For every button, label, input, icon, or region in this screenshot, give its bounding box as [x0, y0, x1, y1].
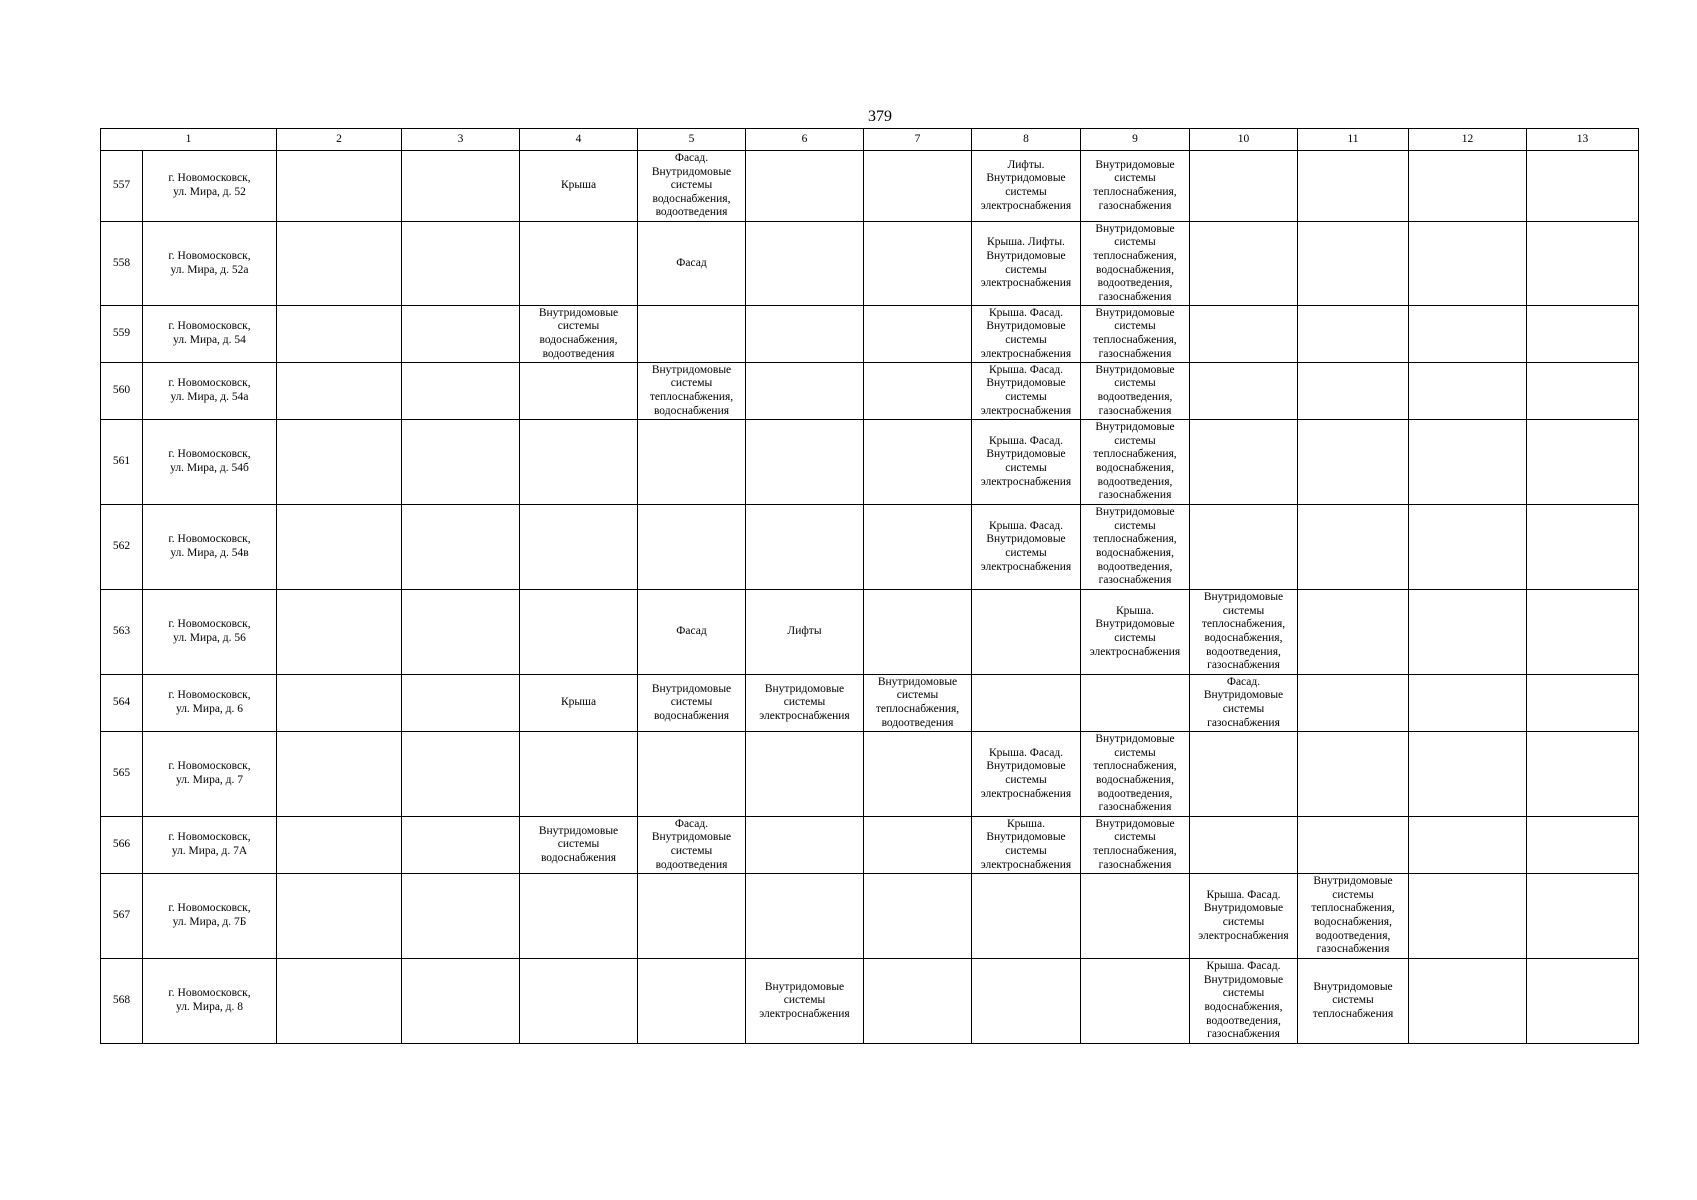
work-cell-col-2 — [277, 959, 402, 1044]
work-cell-col-10: Крыша. Фасад. Внутридомовые системы водоснабжения, водоотведения, газоснабжения — [1190, 959, 1298, 1044]
work-cell-col-6: Внутридомовые системы электроснабжения — [746, 675, 864, 732]
work-cell-col-8: Крыша. Внутридомовые системы электроснабжения — [972, 817, 1081, 874]
work-cell-col-12 — [1409, 590, 1527, 675]
address-line: ул. Мира, д. 54б — [170, 462, 249, 474]
work-cell-col-3 — [402, 874, 520, 959]
work-cell-col-4: Крыша — [520, 151, 638, 222]
address-line: г. Новомосковск, — [168, 448, 251, 461]
work-cell-col-7 — [864, 363, 972, 420]
work-cell-col-13 — [1527, 420, 1639, 505]
work-cell-col-11 — [1298, 363, 1409, 420]
work-cell-col-7 — [864, 959, 972, 1044]
work-cell-col-4 — [520, 505, 638, 590]
address-cell — [143, 505, 277, 590]
work-cell-col-10: Фасад. Внутридомовые системы газоснабжения — [1190, 675, 1298, 732]
column-header: 2 — [277, 129, 402, 151]
column-header: 10 — [1190, 129, 1298, 151]
row-number: 561 — [101, 420, 143, 505]
work-cell-col-3 — [402, 222, 520, 306]
table-row — [101, 590, 1639, 675]
work-cell-col-4: Внутридомовые системы водоснабжения, водоотведения — [520, 306, 638, 363]
work-cell-col-4: Внутридомовые системы водоснабжения — [520, 817, 638, 874]
work-cell-col-5 — [638, 505, 746, 590]
work-cell-col-11 — [1298, 505, 1409, 590]
column-header: 13 — [1527, 129, 1639, 151]
work-cell-col-6 — [746, 306, 864, 363]
work-cell-col-12 — [1409, 222, 1527, 306]
address-line: г. Новомосковск, — [168, 533, 251, 546]
work-cell-col-5 — [638, 420, 746, 505]
address-line: г. Новомосковск, — [168, 172, 251, 185]
work-cell-col-6 — [746, 151, 864, 222]
work-cell-col-12 — [1409, 732, 1527, 817]
address-line: ул. Мира, д. 54в — [170, 547, 249, 559]
work-cell-col-4 — [520, 732, 638, 817]
address-line: ул. Мира, д. 7 — [175, 774, 244, 786]
address-line: г. Новомосковск, — [168, 618, 251, 631]
work-cell-col-10: Крыша. Фасад. Внутридомовые системы электроснабжения — [1190, 874, 1298, 959]
column-header: 12 — [1409, 129, 1527, 151]
work-cell-col-4 — [520, 420, 638, 505]
work-cell-col-3 — [402, 817, 520, 874]
work-cell-col-13 — [1527, 675, 1639, 732]
column-header: 11 — [1298, 129, 1409, 151]
table-row — [101, 505, 1639, 590]
work-cell-col-3 — [402, 151, 520, 222]
work-cell-col-12 — [1409, 817, 1527, 874]
work-cell-col-2 — [277, 363, 402, 420]
address-line: ул. Мира, д. 52а — [170, 263, 249, 276]
work-cell-col-12 — [1409, 420, 1527, 505]
work-cell-col-10 — [1190, 222, 1298, 306]
address-line: ул. Мира, д. 6 — [175, 703, 244, 715]
address-line: г. Новомосковск, — [168, 320, 251, 333]
address-line: ул. Мира, д. 56 — [173, 632, 246, 644]
work-cell-col-3 — [402, 363, 520, 420]
work-cell-col-9 — [1081, 959, 1190, 1044]
work-cell-col-5: Фасад — [638, 222, 746, 306]
row-number: 558 — [101, 222, 143, 306]
work-cell-col-12 — [1409, 363, 1527, 420]
work-cell-col-5 — [638, 732, 746, 817]
work-cell-col-6: Внутридомовые системы электроснабжения — [746, 959, 864, 1044]
column-header: 6 — [746, 129, 864, 151]
address-line: ул. Мира, д. 7А — [171, 845, 248, 857]
work-cell-col-13 — [1527, 959, 1639, 1044]
address-line: г. Новомосковск, — [168, 249, 251, 262]
work-cell-col-13 — [1527, 151, 1639, 222]
work-cell-col-13 — [1527, 363, 1639, 420]
work-cell-col-11 — [1298, 817, 1409, 874]
work-cell-col-2 — [277, 306, 402, 363]
work-cell-col-3 — [402, 675, 520, 732]
work-cell-col-11 — [1298, 732, 1409, 817]
work-cell-col-3 — [402, 959, 520, 1044]
work-cell-col-6: Лифты — [746, 590, 864, 675]
work-cell-col-7 — [864, 732, 972, 817]
work-cell-col-6 — [746, 874, 864, 959]
table-row — [101, 222, 1639, 306]
work-cell-col-2 — [277, 222, 402, 306]
work-cell-col-10 — [1190, 363, 1298, 420]
work-cell-col-7 — [864, 222, 972, 306]
address-cell — [143, 732, 277, 817]
work-cell-col-9: Внутридомовые системы теплоснабжения, газоснабжения — [1081, 306, 1190, 363]
work-cell-col-7 — [864, 306, 972, 363]
work-cell-col-9: Внутридомовые системы теплоснабжения, водоснабжения, водоотведения, газоснабжения — [1081, 732, 1190, 817]
work-cell-col-10 — [1190, 306, 1298, 363]
work-cell-col-9: Крыша. Внутридомовые системы электроснабжения — [1081, 590, 1190, 675]
address-line: ул. Мира, д. 52 — [173, 186, 246, 198]
work-cell-col-5: Внутридомовые системы теплоснабжения, водоснабжения — [638, 363, 746, 420]
work-cell-col-13 — [1527, 306, 1639, 363]
column-header: 1 — [101, 129, 277, 151]
work-cell-col-4 — [520, 363, 638, 420]
work-cell-col-6 — [746, 222, 864, 306]
work-cell-col-2 — [277, 590, 402, 675]
work-cell-col-9 — [1081, 675, 1190, 732]
table-row — [101, 874, 1639, 959]
column-header: 3 — [402, 129, 520, 151]
work-cell-col-11 — [1298, 222, 1409, 306]
work-cell-col-12 — [1409, 675, 1527, 732]
row-number: 564 — [101, 675, 143, 732]
work-cell-col-2 — [277, 732, 402, 817]
work-cell-col-5: Внутридомовые системы водоснабжения — [638, 675, 746, 732]
address-line: г. Новомосковск, — [168, 902, 251, 915]
work-cell-col-8: Крыша. Фасад. Внутридомовые системы электроснабжения — [972, 420, 1081, 505]
work-cell-col-3 — [402, 590, 520, 675]
work-cell-col-11: Внутридомовые системы теплоснабжения — [1298, 959, 1409, 1044]
work-cell-col-7 — [864, 505, 972, 590]
work-cell-col-12 — [1409, 306, 1527, 363]
address-cell — [143, 959, 277, 1044]
work-cell-col-10 — [1190, 817, 1298, 874]
work-cell-col-4 — [520, 590, 638, 675]
work-cell-col-11 — [1298, 675, 1409, 732]
column-header: 8 — [972, 129, 1081, 151]
work-cell-col-4 — [520, 959, 638, 1044]
work-cell-col-11 — [1298, 420, 1409, 505]
address-line: г. Новомосковск, — [168, 987, 251, 1000]
work-cell-col-13 — [1527, 732, 1639, 817]
work-cell-col-9: Внутридомовые системы теплоснабжения, водоснабжения, водоотведения, газоснабжения — [1081, 420, 1190, 505]
address-cell — [143, 675, 277, 732]
work-cell-col-10 — [1190, 732, 1298, 817]
work-cell-col-3 — [402, 505, 520, 590]
work-cell-col-4 — [520, 222, 638, 306]
work-cell-col-11 — [1298, 590, 1409, 675]
work-cell-col-8 — [972, 675, 1081, 732]
address-line: ул. Мира, д. 7Б — [172, 916, 247, 928]
work-cell-col-8: Крыша. Фасад. Внутридомовые системы электроснабжения — [972, 306, 1081, 363]
work-cell-col-6 — [746, 420, 864, 505]
work-cell-col-3 — [402, 306, 520, 363]
work-cell-col-10: Внутридомовые системы теплоснабжения, водоснабжения, водоотведения, газоснабжения — [1190, 590, 1298, 675]
work-cell-col-9: Внутридомовые системы теплоснабжения, газоснабжения — [1081, 817, 1190, 874]
work-cell-col-9: Внутридомовые системы водоотведения, газоснабжения — [1081, 363, 1190, 420]
work-cell-col-6 — [746, 817, 864, 874]
work-cell-col-7 — [864, 590, 972, 675]
work-cell-col-2 — [277, 420, 402, 505]
work-cell-col-5 — [638, 306, 746, 363]
work-cell-col-5: Фасад. Внутридомовые системы водоотведения — [638, 817, 746, 874]
work-cell-col-13 — [1527, 874, 1639, 959]
work-cell-col-7 — [864, 420, 972, 505]
row-number: 568 — [101, 959, 143, 1044]
address-cell — [143, 874, 277, 959]
work-cell-col-7: Внутридомовые системы теплоснабжения, водоотведения — [864, 675, 972, 732]
address-cell — [143, 363, 277, 420]
page-number: 379 — [868, 108, 892, 125]
address-line: г. Новомосковск, — [168, 689, 251, 702]
row-number: 557 — [101, 151, 143, 222]
work-cell-col-11 — [1298, 306, 1409, 363]
row-number: 567 — [101, 874, 143, 959]
work-cell-col-6 — [746, 505, 864, 590]
work-cell-col-2 — [277, 505, 402, 590]
table-row — [101, 363, 1639, 420]
work-cell-col-13 — [1527, 505, 1639, 590]
row-number: 560 — [101, 363, 143, 420]
table-row — [101, 306, 1639, 363]
work-cell-col-11 — [1298, 151, 1409, 222]
work-cell-col-4 — [520, 874, 638, 959]
work-cell-col-4: Крыша — [520, 675, 638, 732]
work-cell-col-8: Крыша. Фасад. Внутридомовые системы электроснабжения — [972, 505, 1081, 590]
work-cell-col-13 — [1527, 222, 1639, 306]
work-cell-col-6 — [746, 363, 864, 420]
row-number: 562 — [101, 505, 143, 590]
table-row — [101, 817, 1639, 874]
header-row — [101, 129, 1639, 151]
work-cell-col-8: Крыша. Лифты. Внутридомовые системы электроснабжения — [972, 222, 1081, 306]
address-line: ул. Мира, д. 8 — [175, 1001, 244, 1013]
address-cell — [143, 222, 277, 306]
work-cell-col-8 — [972, 874, 1081, 959]
address-cell — [143, 420, 277, 505]
work-cell-col-3 — [402, 420, 520, 505]
table-row — [101, 675, 1639, 732]
address-line: ул. Мира, д. 54а — [170, 391, 249, 403]
column-header: 5 — [638, 129, 746, 151]
work-cell-col-7 — [864, 817, 972, 874]
work-cell-col-5: Фасад. Внутридомовые системы водоснабжения, водоотведения — [638, 151, 746, 222]
work-cell-col-3 — [402, 732, 520, 817]
column-header: 9 — [1081, 129, 1190, 151]
work-cell-col-9: Внутридомовые системы теплоснабжения, водоснабжения, водоотведения, газоснабжения — [1081, 222, 1190, 306]
work-cell-col-10 — [1190, 505, 1298, 590]
table-row — [101, 732, 1639, 817]
work-cell-col-8 — [972, 959, 1081, 1044]
work-cell-col-8 — [972, 590, 1081, 675]
column-header: 4 — [520, 129, 638, 151]
work-cell-col-12 — [1409, 874, 1527, 959]
work-cell-col-9 — [1081, 874, 1190, 959]
address-line: г. Новомосковск, — [168, 377, 251, 390]
column-header: 7 — [864, 129, 972, 151]
address-line: ул. Мира, д. 54 — [173, 334, 246, 346]
row-number: 566 — [101, 817, 143, 874]
work-cell-col-9: Внутридомовые системы теплоснабжения, водоснабжения, водоотведения, газоснабжения — [1081, 505, 1190, 590]
work-cell-col-8: Крыша. Фасад. Внутридомовые системы электроснабжения — [972, 363, 1081, 420]
table-row — [101, 420, 1639, 505]
work-cell-col-10 — [1190, 151, 1298, 222]
work-cell-col-5 — [638, 874, 746, 959]
address-cell — [143, 590, 277, 675]
work-cell-col-7 — [864, 874, 972, 959]
work-cell-col-8: Лифты. Внутридомовые системы электроснабжения — [972, 151, 1081, 222]
work-cell-col-5: Фасад — [638, 590, 746, 675]
address-line: г. Новомосковск, — [168, 831, 251, 844]
table-body — [101, 151, 1639, 1044]
work-cell-col-12 — [1409, 505, 1527, 590]
work-cell-col-10 — [1190, 420, 1298, 505]
work-cell-col-11: Внутридомовые системы теплоснабжения, водоснабжения, водоотведения, газоснабжения — [1298, 874, 1409, 959]
address-cell — [143, 306, 277, 363]
work-cell-col-13 — [1527, 590, 1639, 675]
work-cell-col-6 — [746, 732, 864, 817]
work-cell-col-5 — [638, 959, 746, 1044]
work-cell-col-2 — [277, 874, 402, 959]
work-cell-col-12 — [1409, 151, 1527, 222]
row-number: 563 — [101, 590, 143, 675]
address-line: г. Новомосковск, — [168, 760, 251, 773]
work-cell-col-7 — [864, 151, 972, 222]
row-number: 565 — [101, 732, 143, 817]
address-cell — [143, 151, 277, 222]
table-row — [101, 151, 1639, 222]
address-cell — [143, 817, 277, 874]
work-cell-col-13 — [1527, 817, 1639, 874]
work-cell-col-9: Внутридомовые системы теплоснабжения, газоснабжения — [1081, 151, 1190, 222]
work-cell-col-8: Крыша. Фасад. Внутридомовые системы электроснабжения — [972, 732, 1081, 817]
row-number: 559 — [101, 306, 143, 363]
document-table — [100, 128, 1639, 1044]
work-cell-col-12 — [1409, 959, 1527, 1044]
work-cell-col-2 — [277, 817, 402, 874]
table-row — [101, 959, 1639, 1044]
work-cell-col-2 — [277, 151, 402, 222]
work-cell-col-2 — [277, 675, 402, 732]
